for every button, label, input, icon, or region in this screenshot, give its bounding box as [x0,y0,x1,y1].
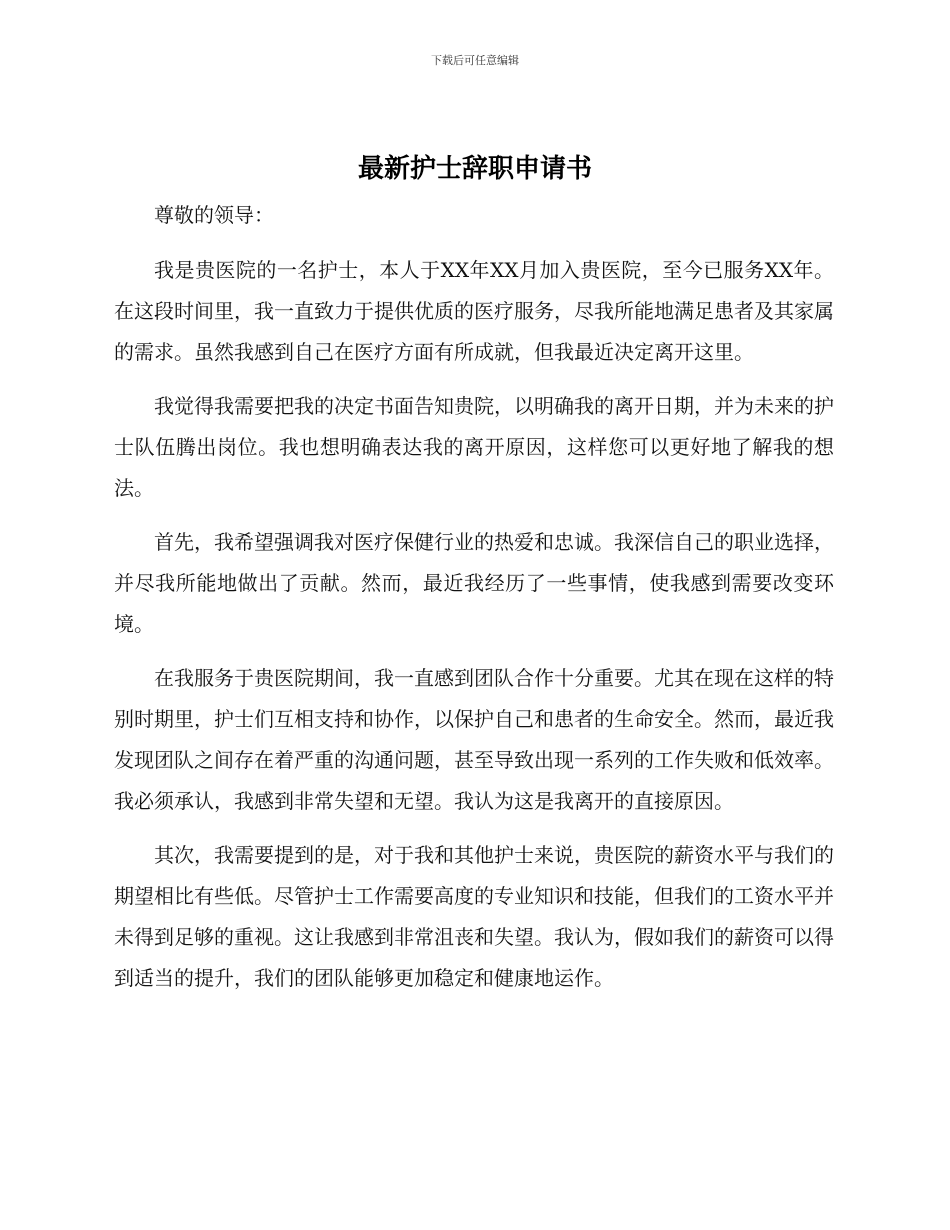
paragraph-5: 其次，我需要提到的是，对于我和其他护士来说，贵医院的薪资水平与我们的期望相比有些低。尽管护士工作需要高度的专业知识和技能，但我们的工资水平并未得到足够的重视。这让我感到非常沮丧和失望。我认为，假如我们的薪资可以得到适当的提升，我们的团队能够更加稳定和健康地运作。 [114,843,834,990]
salutation: 尊敬的领导： [154,203,274,227]
page-title: 最新护士辞职申请书 [357,154,592,184]
header-note: 下载后可任意编辑 [431,54,519,67]
paragraph-3: 首先，我希望强调我对医疗保健行业的热爱和忠诚。我深信自己的职业选择，并尽我所能地做出了贡献。然而，最近我经历了一些事情，使我感到需要改变环境。 [114,530,834,636]
document-body [114,195,834,1012]
paragraph-1: 我是贵医院的一名护士，本人于XX年XX月加入贵医院，至今已服务XX年。在这段时间里，我一直致力于提供优质的医疗服务，尽我所能地满足患者及其家属的需求。虽然我感到自己在医疗方面有所成就，但我最近决定离开这里。 [114,258,834,364]
paragraph-4: 在我服务于贵医院期间，我一直感到团队合作十分重要。尤其在现在这样的特别时期里，护士们互相支持和协作，以保护自己和患者的生命安全。然而，最近我发现团队之间存在着严重的沟通问题，甚至导致出现一系列的工作失败和低效率。我必须承认，我感到非常失望和无望。我认为这是我离开的直接原因。 [114,666,834,813]
paragraph-2: 我觉得我需要把我的决定书面告知贵院，以明确我的离开日期，并为未来的护士队伍腾出岗位。我也想明确表达我的离开原因，这样您可以更好地了解我的想法。 [114,394,834,500]
